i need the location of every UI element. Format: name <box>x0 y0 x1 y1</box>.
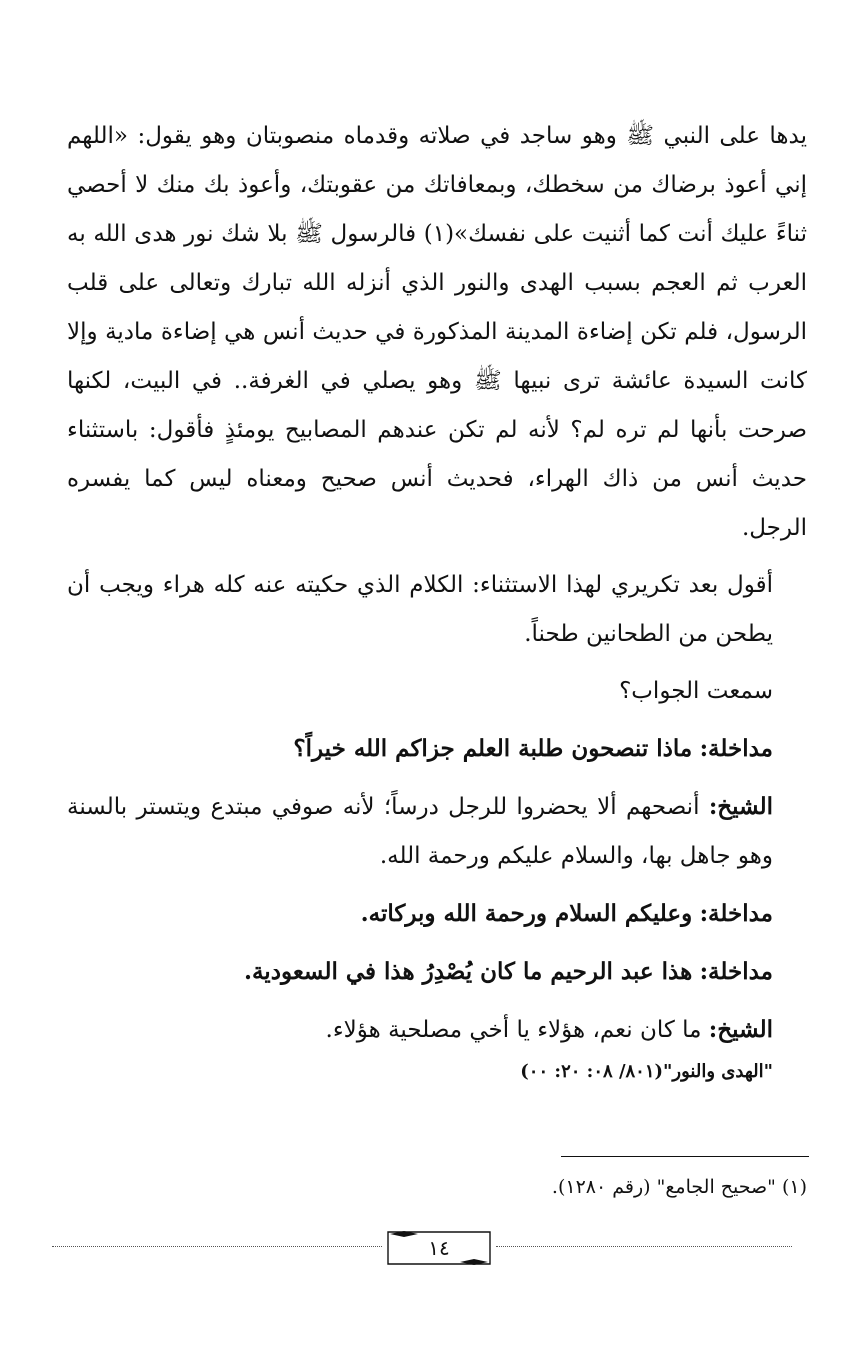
dialogue-line <box>67 724 807 774</box>
dialogue-line <box>67 782 807 881</box>
footnote-divider <box>561 1156 809 1157</box>
dialogue-line <box>67 1005 807 1055</box>
main-text <box>67 112 807 1087</box>
speaker-label: مداخلة: <box>699 958 773 985</box>
paragraph-conclusion: أقول بعد تكريري لهذا الاستثناء: الكلام الذي حكيته عنه كله هراء ويجب أن يطحن من الطحانين طحناً. <box>67 572 773 647</box>
page-number-frame <box>384 1228 494 1268</box>
source-citation: "الهدى والنور"(٨٠١/ ٠٨: ٢٠: ٠٠) <box>520 1061 773 1082</box>
speaker-label: الشيخ: <box>708 1016 773 1043</box>
dialogue-line <box>67 889 807 939</box>
dialogue-text: ما كان نعم، هؤلاء يا أخي مصلحية هؤلاء. <box>325 1017 702 1043</box>
dialogue-text: ماذا تنصحون طلبة العلم جزاكم الله خيراً؟ <box>293 735 693 762</box>
speaker-label: مداخلة: <box>699 735 773 762</box>
footer-dotted-line-left <box>52 1246 382 1247</box>
speaker-label: مداخلة: <box>699 900 773 927</box>
footnote: (١) "صحيح الجامع" (رقم ١٢٨٠). <box>551 1176 807 1198</box>
dialogue-text: هذا عبد الرحيم ما كان يُصْدِرُ هذا في السعودية. <box>243 958 693 985</box>
speaker-label: الشيخ: <box>708 793 774 820</box>
dialogue-line <box>67 947 807 997</box>
paragraph-question: سمعت الجواب؟ <box>619 678 773 704</box>
dialogue-text: أنصحهم ألا يحضروا للرجل درساً؛ لأنه صوفي مبتدع ويتستر بالسنة وهو جاهل بها، والسلام عليكم ورحمة الله. <box>67 794 773 869</box>
footer-dotted-line-right <box>496 1246 792 1247</box>
dialogue-text: وعليكم السلام ورحمة الله وبركاته. <box>360 900 693 927</box>
page-number: ١٤ <box>428 1236 450 1260</box>
paragraph-hadith-explanation: يدها على النبي ﷺ وهو ساجد في صلاته وقدماه منصوبتان وهو يقول: «اللهم إني أعوذ برضاك من سخطك، وبمعافاتك من عقوبتك، وأعوذ بك منك لا أحصي ثناءً عليك أنت كما أثنيت على نفسك»(١) فالرسول ﷺ بلا شك نور هدى الله به العرب ثم العجم بسبب الهدى والنور الذي أنزله الله تبارك وتعالى على قلب الرسول، فلم تكن إضاءة المدينة المذكورة في حديث أنس هي إضاءة مادية وإلا كانت السيدة عائشة ترى نبيها ﷺ وهو يصلي في الغرفة.. في البيت، لكنها صرحت بأنها لم تره لم؟ لأنه لم تكن عندهم المصابيح يومئذٍ فأقول: باستثناء حديث أنس من ذاك الهراء، فحديث أنس صحيح ومعناه ليس كما يفسره الرجل. <box>67 123 807 541</box>
